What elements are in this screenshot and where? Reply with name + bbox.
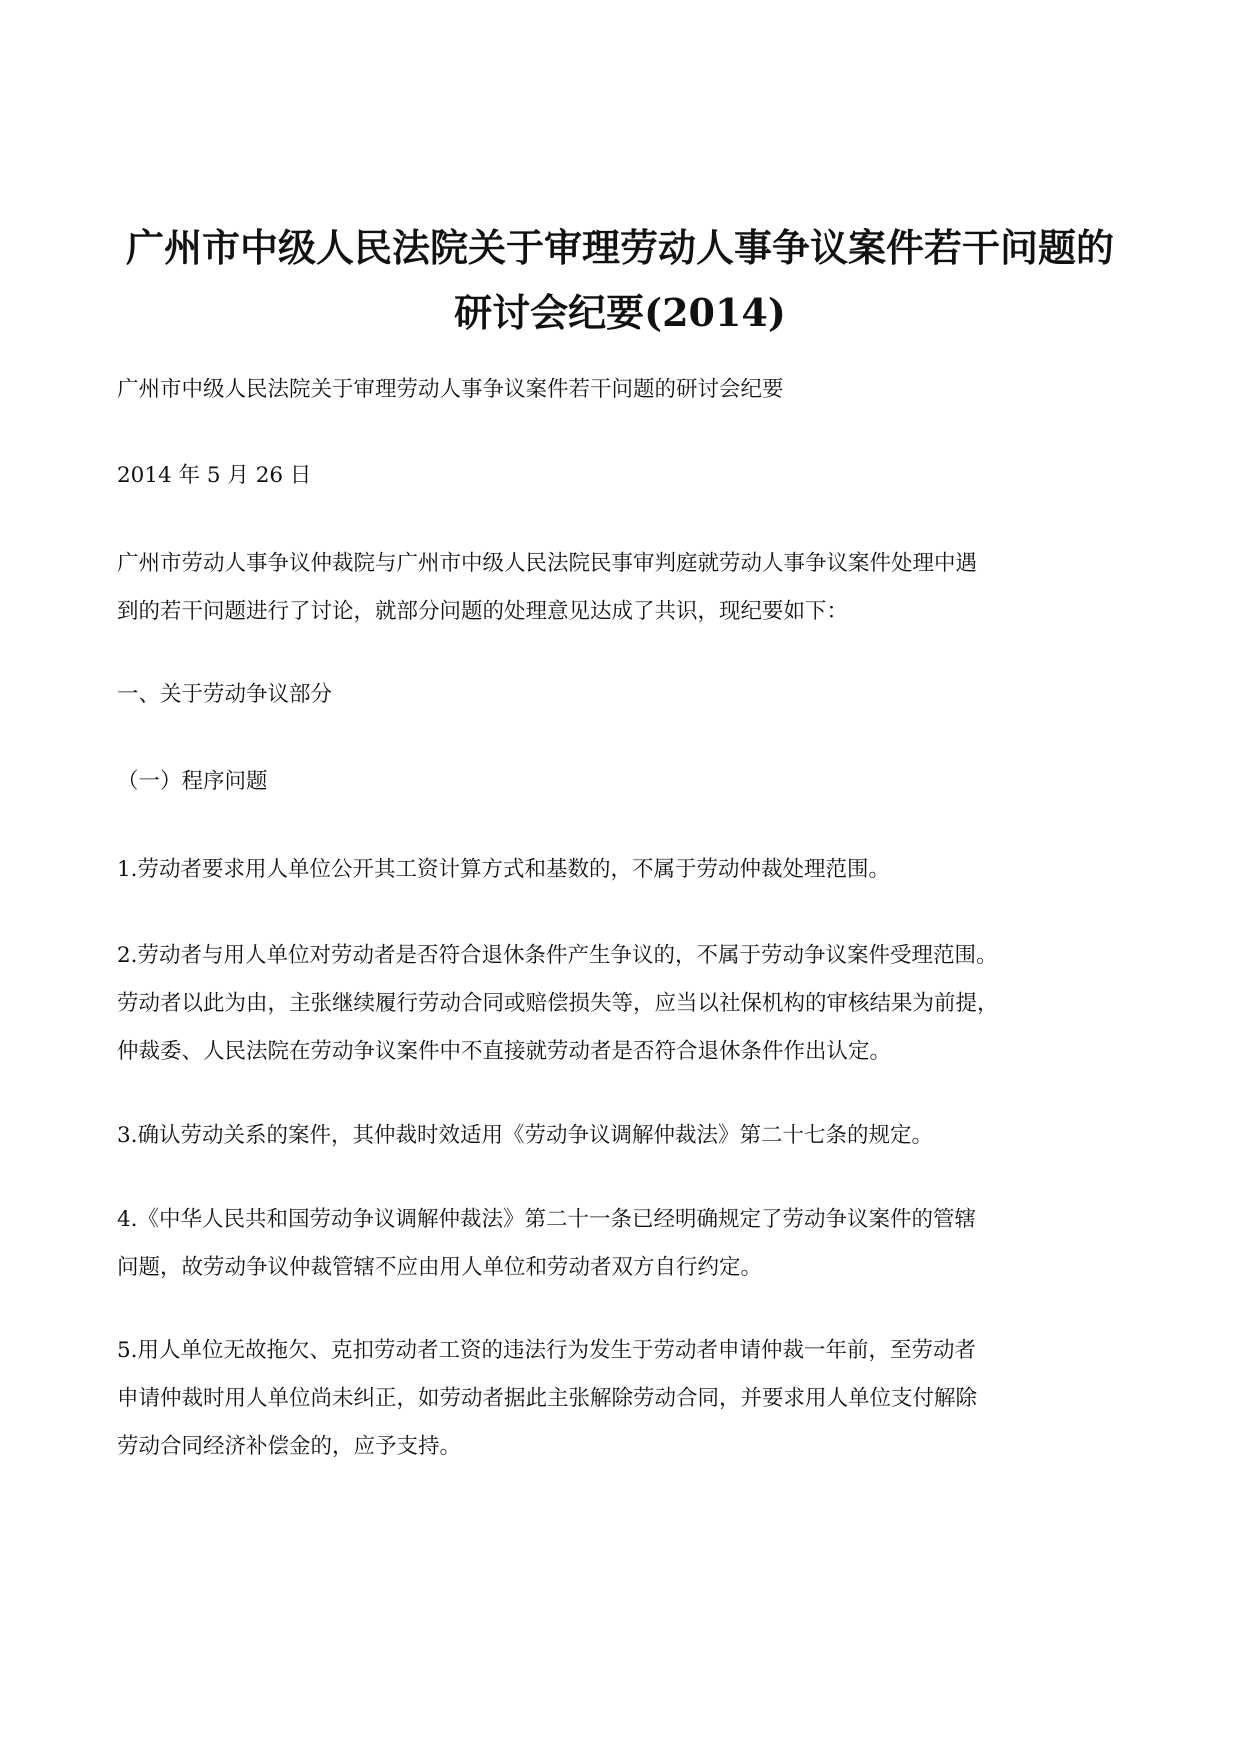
item-5-line-3: 劳动合同经济补偿金的，应予支持。 [117, 1434, 462, 1459]
intro-line-1: 广州市劳动人事争议仲裁院与广州市中级人民法院民事审判庭就劳动人事争议案件处理中遇 [117, 551, 978, 576]
item-3-line-1: 3.确认劳动关系的案件，其仲裁时效适用《劳动争议调解仲裁法》第二十七条的规定。 [117, 1123, 934, 1148]
item-1-line-1: 1.劳动者要求用人单位公开其工资计算方式和基数的，不属于劳动仲裁处理范围。 [117, 857, 891, 882]
item-4-line-2: 问题，故劳动争议仲裁管辖不应由用人单位和劳动者双方自行约定。 [117, 1255, 763, 1280]
document-subtitle: 广州市中级人民法院关于审理劳动人事争议案件若干问题的研讨会纪要 [117, 377, 784, 402]
item-4-line-1: 4.《中华人民共和国劳动争议调解仲裁法》第二十一条已经明确规定了劳动争议案件的管辖 [117, 1207, 977, 1232]
section-heading: 一、关于劳动争议部分 [117, 682, 333, 707]
document-date: 2014 年 5 月 26 日 [117, 463, 312, 488]
intro-line-2: 到的若干问题进行了讨论，就部分问题的处理意见达成了共识，现纪要如下： [117, 599, 849, 624]
document-title-line-2: 研讨会纪要(2014) [454, 290, 786, 335]
item-2-line-2: 劳动者以此为由，主张继续履行劳动合同或赔偿损失等，应当以社保机构的审核结果为前提， [117, 991, 999, 1016]
item-5-line-1: 5.用人单位无故拖欠、克扣劳动者工资的违法行为发生于劳动者申请仲裁一年前，至劳动者 [117, 1338, 977, 1363]
subsection-heading: （一）程序问题 [117, 769, 268, 794]
item-2-line-1: 2.劳动者与用人单位对劳动者是否符合退休条件产生争议的，不属于劳动争议案件受理范围。 [117, 943, 998, 968]
item-2-line-3: 仲裁委、人民法院在劳动争议案件中不直接就劳动者是否符合退休条件作出认定。 [117, 1039, 892, 1064]
item-5-line-2: 申请仲裁时用人单位尚未纠正，如劳动者据此主张解除劳动合同，并要求用人单位支付解除 [117, 1386, 978, 1411]
document-title-line-1: 广州市中级人民法院关于审理劳动人事争议案件若干问题的 [125, 225, 1114, 270]
